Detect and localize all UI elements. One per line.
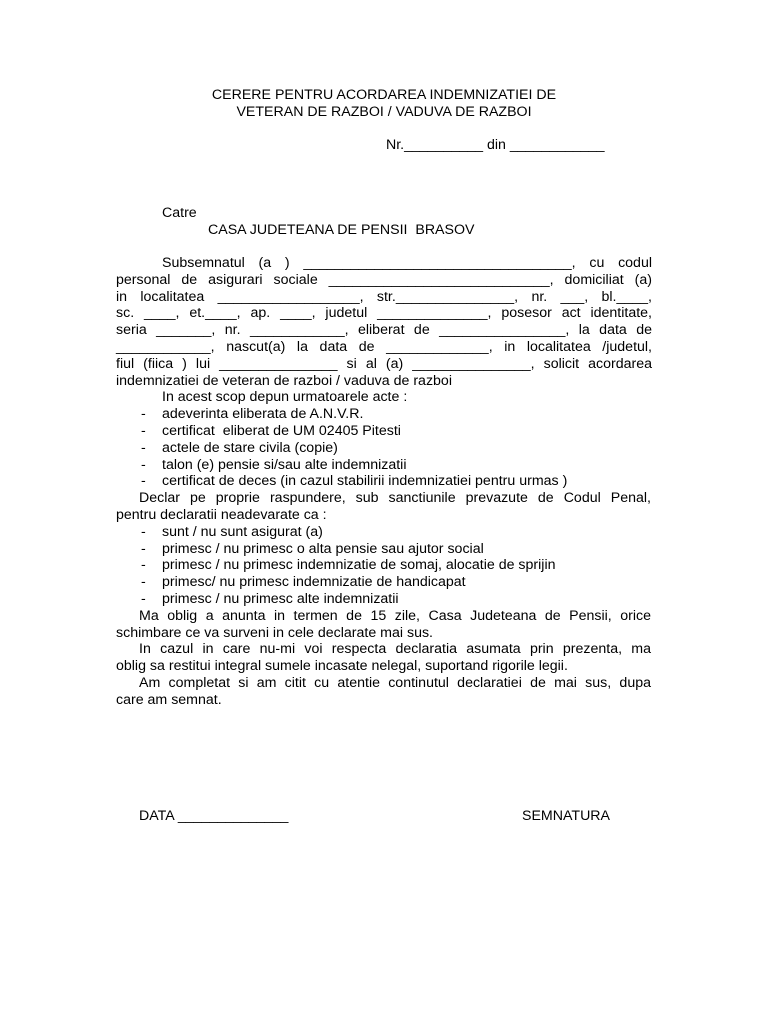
list-dash: - xyxy=(141,541,146,557)
declaration-item: primesc / nu primesc indemnizatie de somaj, alocatie de sprijin xyxy=(162,557,556,573)
title-line-2: VETERAN DE RAZBOI / VADUVA DE RAZBOI xyxy=(236,103,532,120)
restitution-text: oblig sa restitui integral sumele incasate nelegal, suportand rigorile legii. xyxy=(116,658,568,674)
request-line: ____________, nascut(a) la data de _____________, in localitatea /judetul, xyxy=(116,338,652,355)
document-item: actele de stare civila (copie) xyxy=(162,440,338,456)
addressee-institution: CASA JUDETEANA DE PENSII BRASOV xyxy=(208,222,475,238)
date-field: DATA ______________ xyxy=(139,808,289,824)
list-dash: - xyxy=(141,440,146,456)
restitution-text: In cazul in care nu-mi voi respecta declaratia asumata prin prezenta, ma xyxy=(139,641,651,657)
list-dash: - xyxy=(141,574,146,590)
list-dash: - xyxy=(141,423,146,439)
declaration-intro: Declar pe proprie raspundere, sub sanctiunile prevazute de Codul Penal, xyxy=(139,490,651,506)
declaration-item: primesc / nu primesc alte indemnizatii xyxy=(162,591,399,607)
closing-text: care am semnat. xyxy=(116,692,222,708)
list-dash: - xyxy=(141,524,146,540)
request-line: in localitatea __________________, str._______________, nr. ___, bl.____, xyxy=(116,288,652,305)
declaration-item: primesc/ nu primesc indemnizatie de handicapat xyxy=(162,574,466,590)
request-line: sc. ____, et.____, ap. ____, judetul ______________, posesor act identitate, xyxy=(116,305,652,322)
title-line-1: CERERE PENTRU ACORDAREA INDEMNIZATIEI DE xyxy=(211,87,557,103)
request-line: indemnizatiei de veteran de razboi / vaduva de razboi xyxy=(116,372,452,389)
obligation-text: schimbare ce va surveni in cele declarate mai sus. xyxy=(116,625,433,641)
document-item: certificat eliberat de UM 02405 Pitesti xyxy=(162,423,401,439)
list-dash: - xyxy=(141,591,146,607)
closing-text: Am completat si am citit cu atentie continutul declaratiei de mai sus, dupa xyxy=(139,675,651,691)
list-dash: - xyxy=(141,557,146,573)
list-dash: - xyxy=(141,473,146,489)
obligation-text: Ma oblig a anunta in termen de 15 zile, Casa Judeteana de Pensii, orice xyxy=(139,608,651,624)
signature-field: SEMNATURA xyxy=(522,808,611,824)
request-line: personal de asigurari sociale ____________________________, domiciliat (a) xyxy=(116,271,652,288)
document-title xyxy=(0,87,768,121)
request-line: fiul (fiica ) lui _______________ si al (a) _______________, solicit acordarea xyxy=(116,355,652,372)
request-line: seria _______, nr. ____________, eliberat de ________________, la data de xyxy=(116,322,652,339)
registration-number: Nr.__________ din ____________ xyxy=(386,137,605,153)
document-item: talon (e) pensie si/sau alte indemnizatii xyxy=(162,457,407,473)
request-line: Subsemnatul (a ) __________________________________, cu codul xyxy=(162,255,652,271)
request-paragraph xyxy=(116,255,652,389)
list-dash: - xyxy=(141,406,146,422)
documents-intro: In acest scop depun urmatoarele acte : xyxy=(162,389,408,405)
list-dash: - xyxy=(141,457,146,473)
declaration-item: sunt / nu sunt asigurat (a) xyxy=(162,524,323,540)
declaration-item: primesc / nu primesc o alta pensie sau ajutor social xyxy=(162,541,484,557)
declaration-intro: pentru declaratii neadevarate ca : xyxy=(116,507,327,523)
document-item: adeverinta eliberata de A.N.V.R. xyxy=(162,406,364,422)
document-item: certificat de deces (in cazul stabilirii indemnizatiei pentru urmas ) xyxy=(162,473,568,489)
addressee-label: Catre xyxy=(162,205,197,221)
